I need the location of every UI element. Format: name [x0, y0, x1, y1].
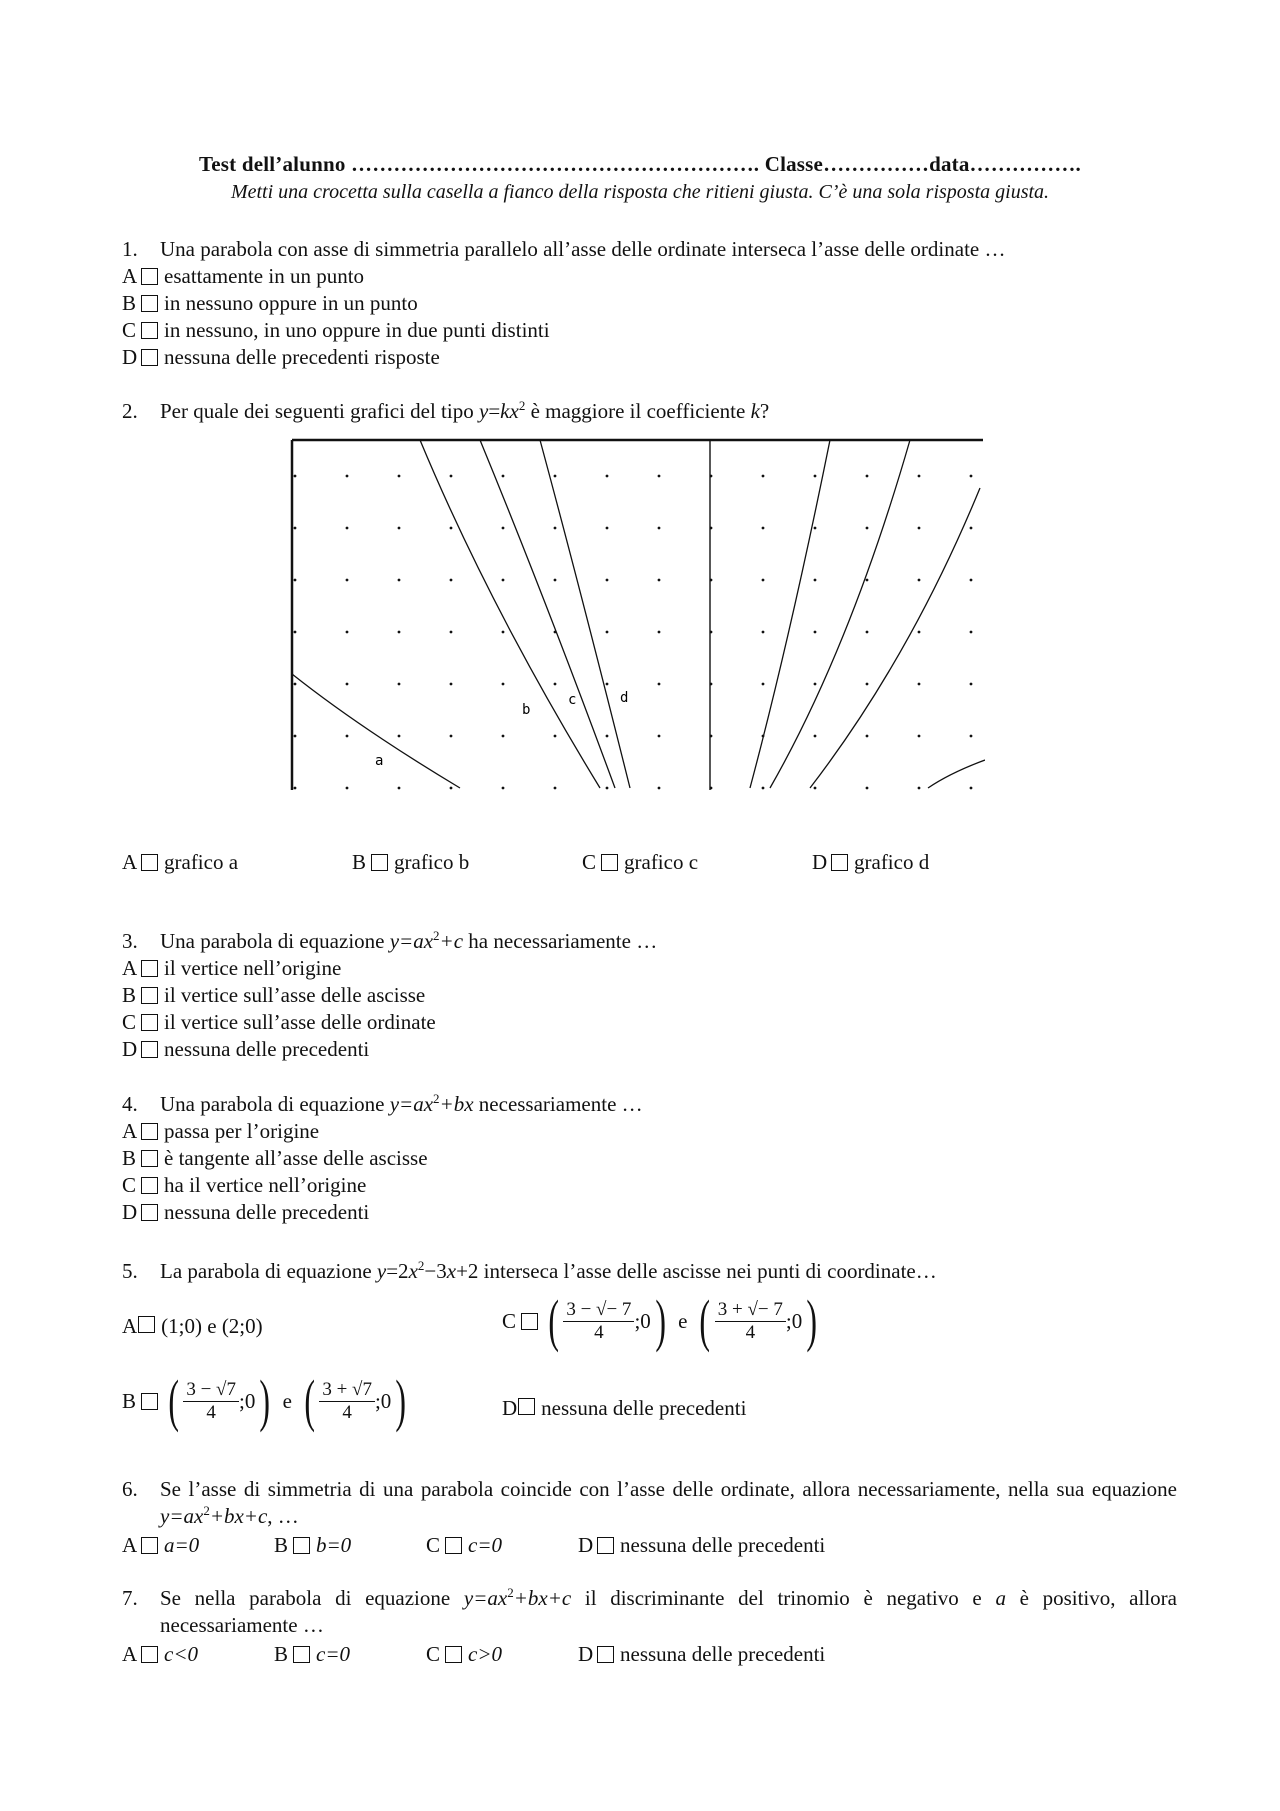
grid-dot [398, 735, 401, 738]
option-c: C c=0 [426, 1532, 502, 1557]
grid-dot [294, 683, 297, 686]
grid-dot [970, 579, 973, 582]
question-2-options [122, 847, 1177, 877]
answer-checkbox-c[interactable] [521, 1313, 538, 1330]
student-info-line: Test dell’alunno …………………………………………………. Classe……………data……………. [199, 152, 1081, 176]
question-text: Una parabola di equazione $y=ax^2+bx$ necessariamente … [160, 1091, 643, 1116]
option-a: A il vertice nell’origine [122, 956, 342, 980]
answer-checkbox-c[interactable] [141, 1014, 158, 1031]
option-a: A grafico a [122, 849, 239, 874]
grid-dot [918, 475, 921, 478]
answer-checkbox-a[interactable] [141, 854, 158, 871]
grid-dot [554, 527, 557, 530]
grid-dot [762, 787, 765, 790]
grid-dot [346, 787, 349, 790]
answer-checkbox-a[interactable] [138, 1316, 155, 1333]
grid-dot [658, 735, 661, 738]
question-number: 5. [122, 1259, 138, 1283]
answer-checkbox-a[interactable] [141, 268, 158, 285]
question-number: 3. [122, 929, 138, 953]
grid-dot [918, 735, 921, 738]
grid-dot [866, 683, 869, 686]
answer-checkbox-b[interactable] [293, 1646, 310, 1663]
option-b: B ( $\frac{3 - √7}{4}$ ;0 ) e ( $\frac{3 + √7}{4}$ ;0 ) [122, 1368, 407, 1433]
question-3 [122, 928, 1177, 1063]
graph-label-b: b [522, 702, 531, 718]
question-text: Se nella parabola di equazione $y=ax^2+bx+c$ il discriminante del trinomio è negativo e a è positivo, allora necessariamente … [160, 1585, 1177, 1637]
question-text: Una parabola di equazione $y=ax^2+c$ ha necessariamente … [160, 928, 658, 953]
option-b: B b=0 [274, 1532, 352, 1557]
grid-dot [762, 683, 765, 686]
option-a: A a=0 [122, 1532, 200, 1557]
grid-dot [918, 579, 921, 582]
grid-dot [814, 787, 817, 790]
option-b: B in nessuno oppure in un punto [122, 291, 418, 315]
grid-dot [502, 735, 505, 738]
question-7 [122, 1585, 1177, 1669]
answer-checkbox-b[interactable] [141, 295, 158, 312]
parabola-curves [292, 440, 985, 788]
graph-label-a: a [375, 753, 384, 769]
grid-dot [294, 787, 297, 790]
grid-dot [866, 527, 869, 530]
grid-dot [502, 787, 505, 790]
grid-dot [398, 527, 401, 530]
curve-right-3 [810, 488, 980, 788]
question-number: 2. [122, 399, 138, 423]
grid-dot [294, 579, 297, 582]
grid-dot [918, 787, 921, 790]
answer-checkbox-b[interactable] [371, 854, 388, 871]
grid-dot [450, 579, 453, 582]
curve-b [420, 440, 600, 788]
curve-right-2 [770, 440, 910, 788]
option-b: B il vertice sull’asse delle ascisse [122, 983, 426, 1007]
question-6 [122, 1476, 1177, 1560]
answer-checkbox-b[interactable] [141, 1393, 158, 1410]
grid-dot [606, 527, 609, 530]
grid-dot [970, 683, 973, 686]
grid-dot [814, 527, 817, 530]
grid-dot [450, 475, 453, 478]
graph-label-c: c [568, 692, 577, 708]
question-text: Una parabola con asse di simmetria parallelo all’asse delle ordinate interseca l’asse delle ordinate … [160, 237, 1006, 261]
grid-dot [970, 475, 973, 478]
grid-dot [450, 735, 453, 738]
grid-dot [554, 475, 557, 478]
question-number: 6. [122, 1477, 138, 1501]
grid-dot [918, 527, 921, 530]
option-d: D nessuna delle precedenti [502, 1396, 747, 1420]
grid-dot [346, 475, 349, 478]
grid-dot [346, 683, 349, 686]
grid-dot [346, 527, 349, 530]
answer-checkbox-b[interactable] [293, 1537, 310, 1554]
grid-dot [398, 631, 401, 634]
grid-dot [346, 735, 349, 738]
grid-dot [918, 631, 921, 634]
grid-dot [658, 579, 661, 582]
option-d: D nessuna delle precedenti [122, 1037, 370, 1061]
answer-checkbox-a[interactable] [141, 1123, 158, 1140]
grid-dot [762, 527, 765, 530]
option-d: D grafico d [812, 849, 930, 874]
answer-checkbox-c[interactable] [141, 1177, 158, 1194]
instructions: Metti una crocetta sulla casella a fianco della risposta che ritieni giusta. C’è una sola risposta giusta. [230, 181, 1050, 203]
grid-dot [294, 631, 297, 634]
grid-dot [346, 631, 349, 634]
curve-c [480, 440, 615, 788]
option-c: C c>0 [426, 1641, 502, 1666]
option-c: C grafico c [582, 849, 699, 874]
grid-dot [502, 579, 505, 582]
grid-dot [866, 579, 869, 582]
option-a: A passa per l’origine [122, 1119, 320, 1143]
curve-d [540, 440, 630, 788]
option-b: B è tangente all’asse delle ascisse [122, 1146, 428, 1170]
grid-dot [554, 787, 557, 790]
grid-dot [450, 683, 453, 686]
grid-dot [606, 683, 609, 686]
answer-checkbox-a[interactable] [141, 1537, 158, 1554]
answer-checkbox-c[interactable] [601, 854, 618, 871]
option-c: C ha il vertice nell’origine [122, 1173, 367, 1197]
grid-dot [814, 475, 817, 478]
option-d: D nessuna delle precedenti [578, 1641, 826, 1666]
grid-dot [658, 683, 661, 686]
option-c: C ( $\frac{3 - √- 7}{4}$ ;0 ) e ( $\frac{3 + √- 7}{4}$ ;0 ) [502, 1288, 818, 1353]
grid-dot [762, 475, 765, 478]
grid-dot [658, 631, 661, 634]
grid-dot [866, 735, 869, 738]
answer-checkbox-d[interactable] [141, 1041, 158, 1058]
grid-dot [398, 475, 401, 478]
question-number: 4. [122, 1092, 138, 1116]
option-text: esattamente in un punto [164, 264, 365, 288]
grid-dot [554, 683, 557, 686]
grid-dot [866, 475, 869, 478]
grid-dot [866, 631, 869, 634]
grid-dot [970, 787, 973, 790]
option-b: B c=0 [274, 1641, 350, 1666]
option-a: A esattamente in un punto [122, 264, 365, 288]
answer-checkbox-d[interactable] [597, 1537, 614, 1554]
q5-row-2 [122, 1368, 1177, 1452]
option-a: A (1;0) e (2;0) [122, 1314, 263, 1338]
answer-checkbox-d[interactable] [518, 1398, 535, 1415]
question-text: Se l’asse di simmetria di una parabola coincide con l’asse delle ordinate, allora necessariamente, nella sua equazione $y=ax^2+bx+c$, … [160, 1477, 1177, 1528]
answer-checkbox-d[interactable] [831, 854, 848, 871]
question-text: La parabola di equazione $y=2x^2-3x+2$ interseca l’asse delle ascisse nei punti di coordinate… [160, 1258, 937, 1283]
option-d: D nessuna delle precedenti [122, 1200, 370, 1224]
question-number: 7. [122, 1586, 138, 1610]
question-4 [122, 1091, 1177, 1226]
answer-checkbox-d[interactable] [597, 1646, 614, 1663]
option-text: in nessuno oppure in un punto [164, 291, 418, 315]
grid-dot [294, 527, 297, 530]
parabola-graphs [290, 438, 985, 790]
grid-dot [346, 579, 349, 582]
grid-dot [398, 787, 401, 790]
grid-dot [606, 631, 609, 634]
grid-dot [502, 631, 505, 634]
grid-dot [658, 527, 661, 530]
grid-dot [866, 787, 869, 790]
curve-right-4 [928, 760, 985, 788]
grid-dot [502, 527, 505, 530]
grid-dot [554, 735, 557, 738]
answer-checkbox-a[interactable] [141, 960, 158, 977]
header [140, 152, 1140, 204]
answer-checkbox-c[interactable] [445, 1646, 462, 1663]
option-d: D nessuna delle precedenti [578, 1532, 826, 1557]
grid-dot [450, 631, 453, 634]
grid-dot [970, 631, 973, 634]
grid-dot [658, 787, 661, 790]
answer-checkbox-b[interactable] [141, 987, 158, 1004]
grid-dot [606, 579, 609, 582]
answer-checkbox-d[interactable] [141, 349, 158, 366]
answer-checkbox-c[interactable] [445, 1537, 462, 1554]
answer-checkbox-b[interactable] [141, 1150, 158, 1167]
option-text: nessuna delle precedenti risposte [164, 345, 440, 369]
answer-checkbox-c[interactable] [141, 322, 158, 339]
question-2 [122, 398, 1177, 425]
question-5 [122, 1258, 1177, 1285]
answer-checkbox-d[interactable] [141, 1204, 158, 1221]
grid-dot [502, 475, 505, 478]
grid-dot [658, 475, 661, 478]
grid-dot [450, 527, 453, 530]
graph-label-d: d [620, 690, 629, 706]
grid-dot [398, 683, 401, 686]
curve-a [292, 674, 460, 788]
grid-dots [294, 475, 973, 790]
option-text: in nessuno, in uno oppure in due punti distinti [164, 318, 550, 342]
grid-dot [450, 787, 453, 790]
grid-dot [294, 475, 297, 478]
question-1 [122, 236, 1177, 371]
grid-dot [814, 631, 817, 634]
grid-dot [606, 787, 609, 790]
option-c: C il vertice sull’asse delle ordinate [122, 1010, 436, 1034]
answer-checkbox-a[interactable] [141, 1646, 158, 1663]
grid-dot [762, 631, 765, 634]
question-text: Per quale dei seguenti grafici del tipo $y=kx^2$ è maggiore il coefficiente k? [160, 398, 770, 423]
grid-dot [762, 579, 765, 582]
grid-dot [814, 735, 817, 738]
option-d: D nessuna delle precedenti risposte [122, 345, 440, 369]
option-c: C in nessuno, in uno oppure in due punti distinti [122, 318, 550, 342]
q5-row-1 [122, 1288, 1177, 1372]
grid-dot [814, 579, 817, 582]
grid-dot [398, 579, 401, 582]
grid-dot [814, 683, 817, 686]
grid-dot [502, 683, 505, 686]
grid-dot [918, 683, 921, 686]
grid-dot [970, 735, 973, 738]
option-b: B grafico b [352, 849, 470, 874]
grid-dot [970, 527, 973, 530]
question-number: 1. [122, 237, 138, 261]
grid-dot [606, 475, 609, 478]
grid-dot [294, 735, 297, 738]
option-a: A c<0 [122, 1641, 198, 1666]
grid-dot [554, 579, 557, 582]
grid-dot [606, 735, 609, 738]
